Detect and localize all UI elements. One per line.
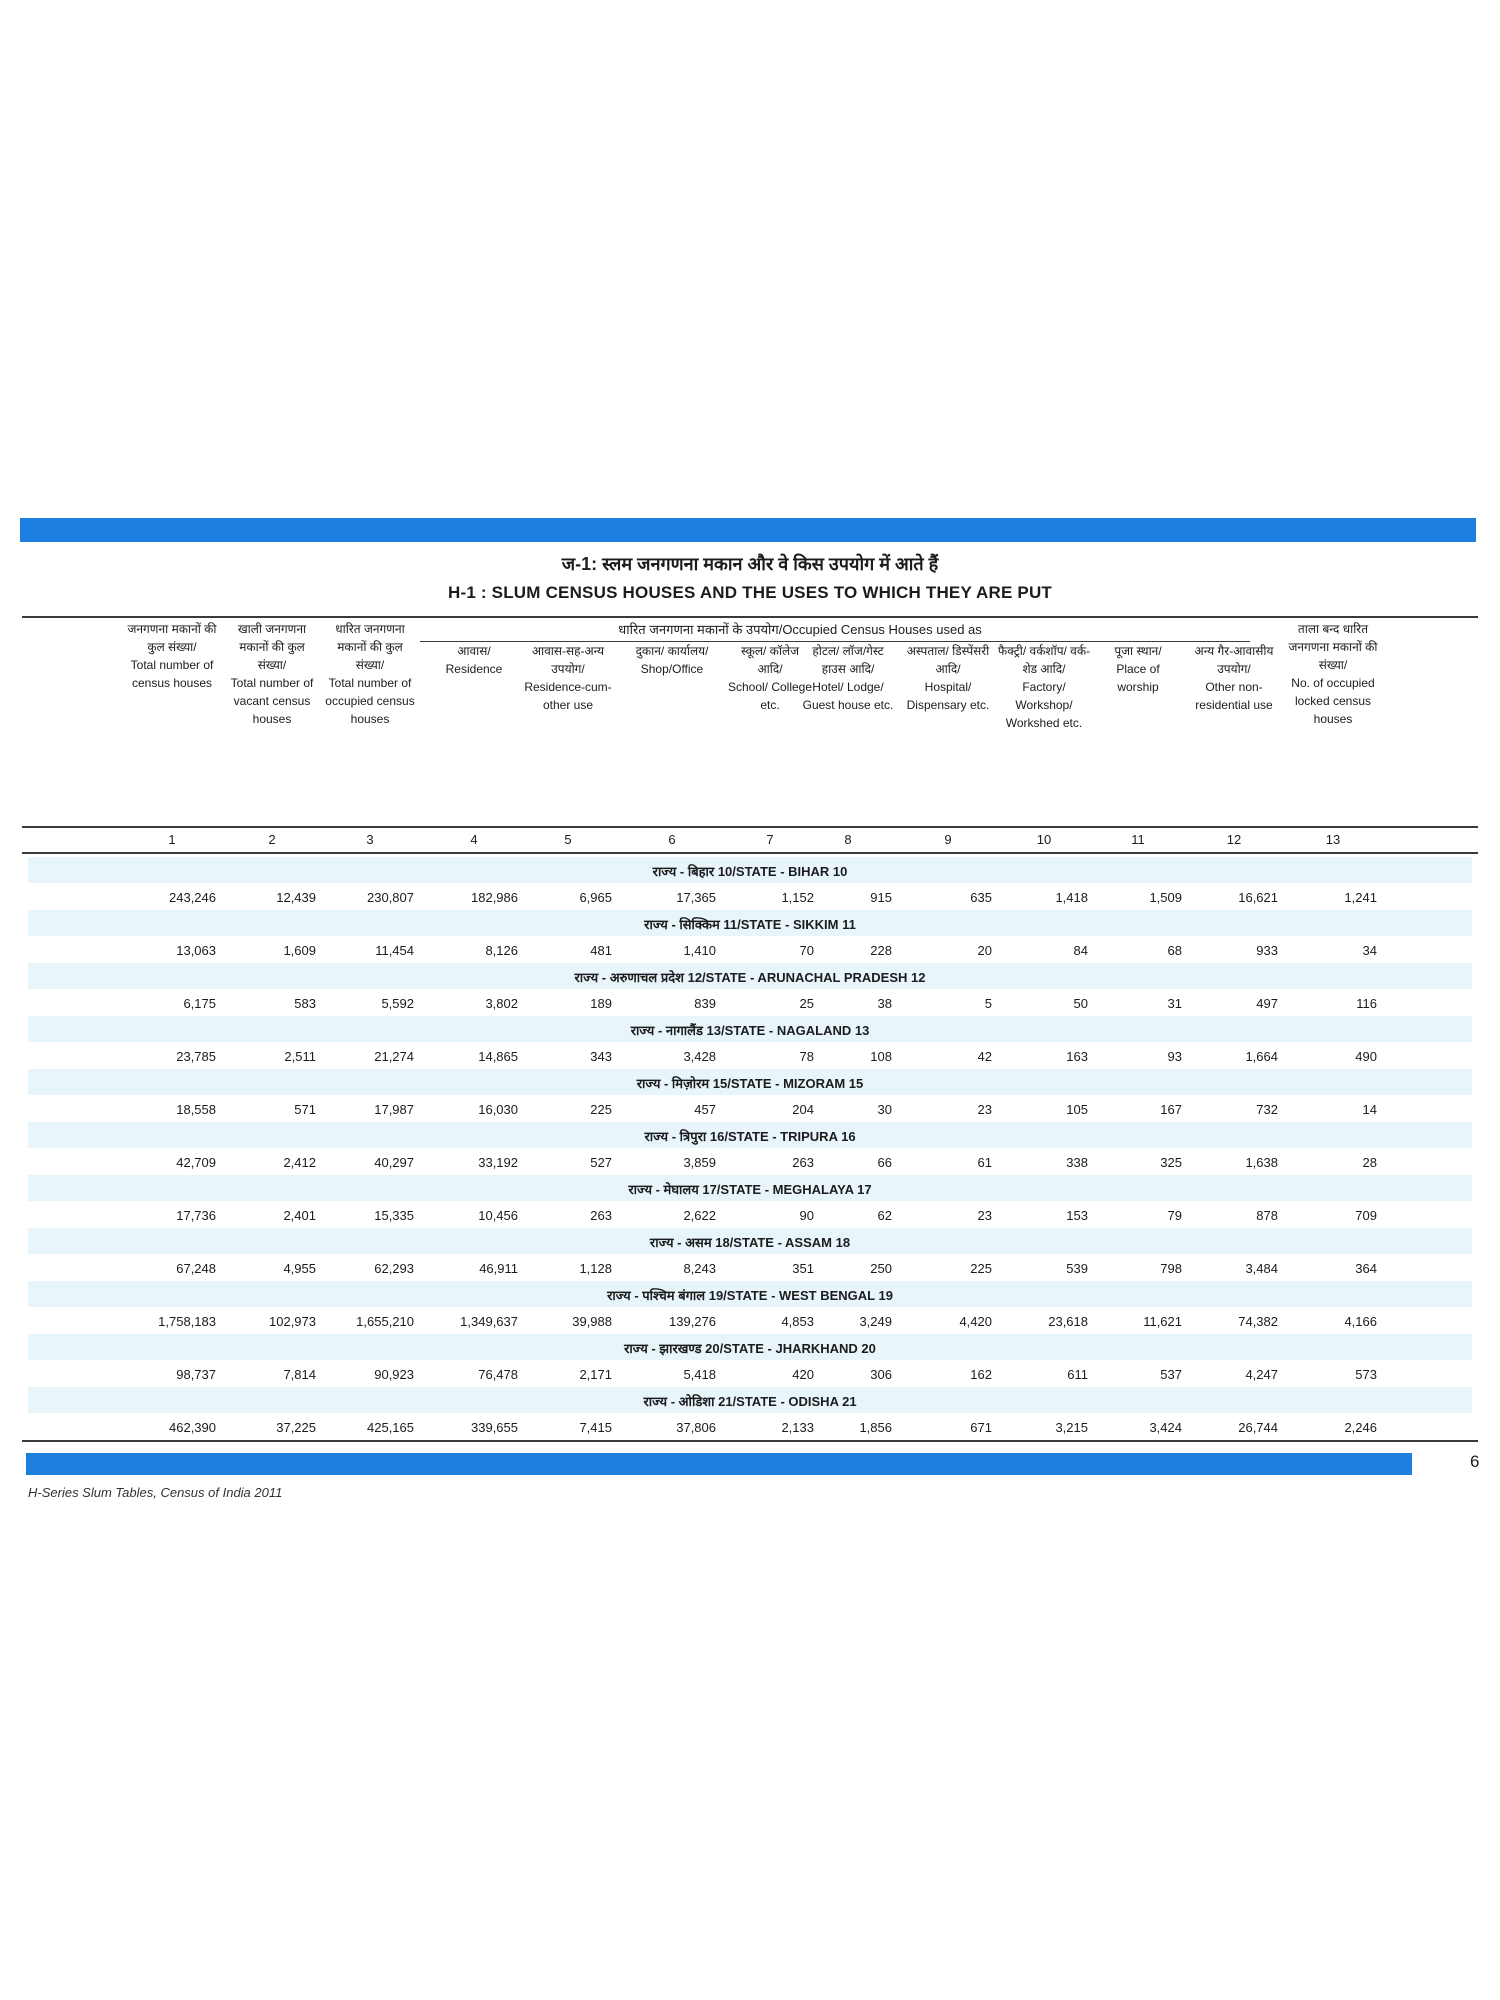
state-label: राज्य - असम 18/STATE - ASSAM 18 (649, 1235, 851, 1250)
table-cell: 1,758,183 (158, 1314, 216, 1329)
column-header-english: Residence (445, 662, 503, 676)
table-cell: 2,511 (284, 1049, 316, 1064)
table-cell: 34 (1362, 943, 1377, 958)
table-cell: 10,456 (478, 1208, 518, 1223)
table-cell: 93 (1167, 1049, 1182, 1064)
table-cell: 5 (984, 996, 992, 1011)
column-header-english: Total number of vacant census houses (230, 676, 314, 726)
column-number: 10 (1036, 832, 1052, 847)
column-header-6 (626, 642, 718, 678)
table-cell: 4,420 (959, 1314, 992, 1329)
table-cell: 90,923 (374, 1367, 414, 1382)
column-number: 13 (1325, 832, 1341, 847)
table-cell: 878 (1256, 1208, 1278, 1223)
column-number: 2 (268, 832, 276, 847)
column-header-9 (902, 642, 994, 714)
state-label: राज्य - अरुणाचल प्रदेश 12/STATE - ARUNACHAL PRADESH 12 (574, 970, 926, 985)
table-cell: 490 (1355, 1049, 1377, 1064)
table-cell: 457 (694, 1102, 716, 1117)
table-cell: 3,215 (1055, 1420, 1088, 1435)
state-label: राज्य - झारखण्ड 20/STATE - JHARKHAND 20 (624, 1341, 876, 1356)
table-cell: 1,638 (1245, 1155, 1278, 1170)
table-cell: 8,243 (683, 1261, 716, 1276)
table-cell: 116 (1356, 996, 1377, 1011)
state-label: राज्य - सिक्किम 11/STATE - SIKKIM 11 (644, 917, 856, 932)
table-cell: 42,709 (176, 1155, 216, 1170)
table-cell: 61 (977, 1155, 992, 1170)
table-cell: 537 (1160, 1367, 1182, 1382)
table-cell: 4,853 (781, 1314, 814, 1329)
table-cell: 481 (590, 943, 612, 958)
table-cell: 17,365 (676, 890, 716, 905)
state-label: राज्य - बिहार 10/STATE - BIHAR 10 (652, 864, 848, 879)
column-number: 6 (668, 832, 676, 847)
table-cell: 6,175 (183, 996, 216, 1011)
column-number: 1 (168, 832, 176, 847)
table-cell: 2,622 (683, 1208, 716, 1223)
table-cell: 162 (970, 1367, 992, 1382)
state-label: राज्य - मेघालय 17/STATE - MEGHALAYA 17 (628, 1182, 872, 1197)
table-cell: 11,454 (375, 943, 414, 958)
table-cell: 425,165 (367, 1420, 414, 1435)
table-cell: 16,030 (478, 1102, 518, 1117)
column-number: 4 (470, 832, 478, 847)
table-cell: 84 (1073, 943, 1088, 958)
table-cell: 225 (590, 1102, 612, 1117)
table-cell: 40,297 (374, 1155, 414, 1170)
table-cell: 2,412 (283, 1155, 316, 1170)
table-cell: 1,349,637 (460, 1314, 518, 1329)
column-header-english: No. of occupied locked census houses (1291, 676, 1375, 726)
table-cell: 3,424 (1149, 1420, 1182, 1435)
table-cell: 17,736 (176, 1208, 216, 1223)
column-header-english: Total number of occupied census houses (325, 676, 415, 726)
column-header-hindi: खाली जनगणना मकानों की कुल संख्या/ (237, 622, 307, 672)
table-cell: 1,128 (579, 1261, 612, 1276)
header-accent-bar (20, 518, 1476, 542)
table-cell: 90 (799, 1208, 814, 1223)
table-cell: 709 (1355, 1208, 1377, 1223)
table-cell: 263 (590, 1208, 612, 1223)
table-cell: 167 (1160, 1102, 1182, 1117)
table-cell: 26,744 (1238, 1420, 1278, 1435)
state-label: राज्य - नागालैंड 13/STATE - NAGALAND 13 (630, 1023, 870, 1038)
table-cell: 79 (1167, 1208, 1182, 1223)
table-cell: 102,973 (269, 1314, 316, 1329)
table-cell: 343 (590, 1049, 612, 1064)
table-cell: 3,428 (683, 1049, 716, 1064)
table-cell: 20 (977, 943, 992, 958)
table-cell: 325 (1160, 1155, 1182, 1170)
table-cell: 98,737 (176, 1367, 216, 1382)
column-number: 5 (564, 832, 572, 847)
table-cell: 11,621 (1143, 1314, 1182, 1329)
table-cell: 12,439 (276, 890, 316, 905)
table-cell: 2,246 (1344, 1420, 1377, 1435)
table-cell: 2,401 (283, 1208, 316, 1223)
table-cell: 2,171 (579, 1367, 612, 1382)
column-header-english: School/ College etc. (727, 680, 813, 712)
column-header-hindi: दुकान/ कार्यालय/ (635, 644, 709, 658)
table-cell: 671 (970, 1420, 992, 1435)
table-cell: 571 (294, 1102, 316, 1117)
table-cell: 68 (1167, 943, 1182, 958)
table-cell: 70 (799, 943, 814, 958)
table-cell: 153 (1066, 1208, 1088, 1223)
footer-source-text: H-Series Slum Tables, Census of India 2011 (28, 1485, 283, 1500)
table-title-hindi: ज-1: स्लम जनगणना मकान और वे किस उपयोग में आते हैं (561, 554, 939, 574)
table-cell: 62 (877, 1208, 892, 1223)
table-cell: 62,293 (374, 1261, 414, 1276)
table-cell: 18,558 (176, 1102, 216, 1117)
table-cell: 839 (694, 996, 716, 1011)
table-cell: 14,865 (478, 1049, 518, 1064)
table-cell: 263 (792, 1155, 814, 1170)
table-cell: 1,609 (283, 943, 316, 958)
column-header-hindi: पूजा स्थान/ (1114, 644, 1162, 658)
table-cell: 351 (792, 1261, 814, 1276)
table-cell: 39,988 (572, 1314, 612, 1329)
column-header-hindi: ताला बन्द धारित जनगणना मकानों की संख्या/ (1288, 622, 1378, 672)
table-cell: 3,802 (485, 996, 518, 1011)
table-cell: 1,664 (1245, 1049, 1278, 1064)
table-cell: 6,965 (579, 890, 612, 905)
column-number: 11 (1131, 832, 1145, 847)
state-label: राज्य - मिज़ोरम 15/STATE - MIZORAM 15 (636, 1076, 864, 1091)
table-cell: 23,618 (1048, 1314, 1088, 1329)
table-title-english: H-1 : SLUM CENSUS HOUSES AND THE USES TO WHICH THEY ARE PUT (447, 583, 1053, 602)
table-cell: 1,410 (683, 943, 716, 958)
table-cell: 13,063 (176, 943, 216, 958)
table-cell: 1,655,210 (356, 1314, 414, 1329)
table-cell: 4,247 (1245, 1367, 1278, 1382)
table-cell: 105 (1066, 1102, 1088, 1117)
table-cell: 1,856 (859, 1420, 892, 1435)
table-cell: 527 (590, 1155, 612, 1170)
column-header-13 (1283, 620, 1383, 728)
table-cell: 67,248 (176, 1261, 216, 1276)
table-cell: 339,655 (471, 1420, 518, 1435)
column-header-english: Shop/Office (640, 662, 704, 676)
table-cell: 14 (1362, 1102, 1377, 1117)
column-header-3 (322, 620, 418, 728)
column-header-1 (124, 620, 220, 692)
column-header-10 (996, 642, 1092, 732)
table-cell: 250 (870, 1261, 892, 1276)
state-label: राज्य - पश्चिम बंगाल 19/STATE - WEST BENGAL 19 (607, 1288, 893, 1303)
column-header-hindi: आवास-सह-अन्य उपयोग/ (531, 644, 605, 676)
column-header-english: Hotel/ Lodge/ Guest house etc. (802, 680, 894, 712)
table-cell: 243,246 (169, 890, 216, 905)
column-header-hindi: फैक्ट्री/ वर्कशॉप/ वर्क-शेड आदि/ (997, 644, 1091, 676)
table-cell: 462,390 (169, 1420, 216, 1435)
table-cell: 420 (792, 1367, 814, 1382)
table-cell: 1,509 (1149, 890, 1182, 905)
column-header-hindi: आवास/ (457, 644, 491, 658)
column-number: 3 (366, 832, 374, 847)
table-cell: 163 (1066, 1049, 1088, 1064)
table-cell: 3,484 (1245, 1261, 1278, 1276)
table-cell: 539 (1066, 1261, 1088, 1276)
column-header-5 (522, 642, 614, 714)
table-cell: 306 (870, 1367, 892, 1382)
table-cell: 182,986 (471, 890, 518, 905)
column-header-english: Hospital/ Dispensary etc. (906, 680, 990, 712)
column-header-8 (800, 642, 896, 714)
column-number: 12 (1226, 832, 1242, 847)
table-cell: 7,415 (579, 1420, 612, 1435)
table-cell: 139,276 (669, 1314, 716, 1329)
table-cell: 23 (977, 1208, 992, 1223)
column-header-4 (434, 642, 514, 678)
table-cell: 3,249 (859, 1314, 892, 1329)
table-cell: 4,166 (1344, 1314, 1377, 1329)
table-cell: 16,621 (1238, 890, 1278, 905)
table-cell: 798 (1160, 1261, 1182, 1276)
table-cell: 17,987 (374, 1102, 414, 1117)
table-bottom-rule (22, 1440, 1478, 1442)
table-cell: 4,955 (283, 1261, 316, 1276)
column-header-12 (1188, 642, 1280, 714)
table-cell: 28 (1362, 1155, 1377, 1170)
column-header-11 (1098, 642, 1178, 696)
column-header-hindi: धारित जनगणना मकानों की कुल संख्या/ (335, 622, 405, 672)
table-cell: 364 (1355, 1261, 1377, 1276)
column-number: 9 (944, 832, 952, 847)
table-cell: 1,152 (781, 890, 814, 905)
table-cell: 23 (977, 1102, 992, 1117)
table-cell: 338 (1066, 1155, 1088, 1170)
table-cell: 42 (977, 1049, 992, 1064)
column-header-english: Other non-residential use (1195, 680, 1273, 712)
table-cell: 37,806 (676, 1420, 716, 1435)
column-header-english: Residence-cum-other use (524, 680, 612, 712)
header-bottom-rule (22, 826, 1478, 828)
table-cell: 204 (792, 1102, 814, 1117)
table-cell: 915 (870, 890, 892, 905)
table-cell: 31 (1167, 996, 1182, 1011)
table-cell: 37,225 (276, 1420, 316, 1435)
column-header-english: Factory/ Workshop/ Workshed etc. (1005, 680, 1083, 730)
group-header-occupied-uses: धारित जनगणना मकानों के उपयोग/Occupied Census Houses used as (618, 622, 982, 637)
column-header-hindi: अस्पताल/ डिस्पेंसरी आदि/ (906, 644, 990, 676)
table-cell: 25 (799, 996, 814, 1011)
table-cell: 635 (970, 890, 992, 905)
column-number: 7 (766, 832, 774, 847)
table-cell: 33,192 (478, 1155, 518, 1170)
table-cell: 611 (1067, 1367, 1088, 1382)
table-cell: 23,785 (176, 1049, 216, 1064)
table-cell: 108 (870, 1049, 892, 1064)
table-cell: 1,418 (1055, 890, 1088, 905)
column-header-2 (224, 620, 320, 728)
table-cell: 3,859 (683, 1155, 716, 1170)
state-label: राज्य - त्रिपुरा 16/STATE - TRIPURA 16 (644, 1129, 856, 1144)
column-header-hindi: होटल/ लॉज/गेस्ट हाउस आदि/ (812, 644, 884, 676)
table-cell: 30 (877, 1102, 892, 1117)
column-header-hindi: अन्य गैर-आवासीय उपयोग/ (1194, 644, 1274, 676)
table-cell: 1,241 (1344, 890, 1377, 905)
page-number: 6 (1470, 1452, 1480, 1471)
table-cell: 732 (1256, 1102, 1278, 1117)
table-cell: 225 (970, 1261, 992, 1276)
column-numbers-rule (22, 852, 1478, 854)
table-cell: 66 (877, 1155, 892, 1170)
table-cell: 5,418 (683, 1367, 716, 1382)
table-cell: 583 (294, 996, 316, 1011)
footer-accent-bar (26, 1453, 1412, 1475)
column-header-english: Total number of census houses (130, 658, 214, 690)
table-cell: 50 (1073, 996, 1088, 1011)
table-cell: 21,274 (374, 1049, 414, 1064)
table-cell: 573 (1355, 1367, 1377, 1382)
table-cell: 228 (870, 943, 892, 958)
table-cell: 7,814 (283, 1367, 316, 1382)
table-cell: 15,335 (374, 1208, 414, 1223)
table-cell: 46,911 (479, 1261, 518, 1276)
table-cell: 74,382 (1238, 1314, 1278, 1329)
table-cell: 933 (1256, 943, 1278, 958)
table-cell: 230,807 (367, 890, 414, 905)
table-cell: 497 (1256, 996, 1278, 1011)
table-cell: 8,126 (485, 943, 518, 958)
column-header-hindi: जनगणना मकानों की कुल संख्या/ (127, 622, 217, 654)
table-cell: 76,478 (478, 1367, 518, 1382)
table-cell: 78 (799, 1049, 814, 1064)
state-label: राज्य - ओडिशा 21/STATE - ODISHA 21 (643, 1394, 857, 1409)
table-cell: 189 (590, 996, 612, 1011)
column-header-hindi: स्कूल/ कॉलेज आदि/ (740, 644, 800, 676)
table-cell: 38 (877, 996, 892, 1011)
table-cell: 2,133 (781, 1420, 814, 1435)
column-header-english: Place of worship (1116, 662, 1160, 694)
table-cell: 5,592 (381, 996, 414, 1011)
column-number: 8 (844, 832, 852, 847)
